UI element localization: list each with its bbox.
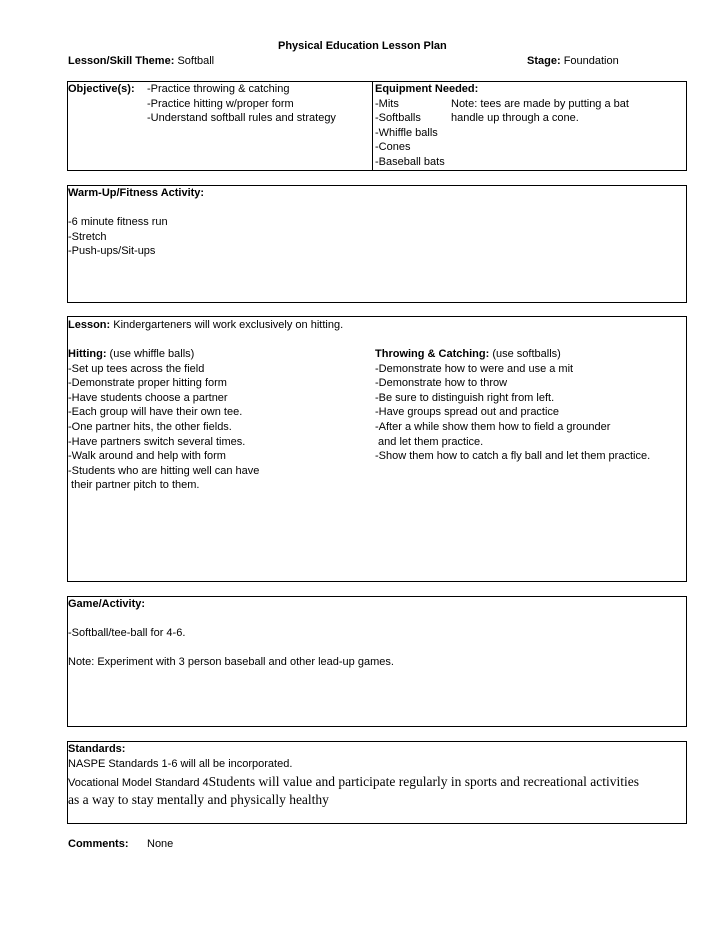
standards-label: Standards: [68,743,126,755]
lesson-intro-row [68,318,343,333]
hitting-item: their partner pitch to them. [68,479,200,492]
objective-item: -Practice throwing & catching [147,83,290,95]
equipment-label: Equipment Needed: [375,83,479,95]
throwing-item: -Demonstrate how to throw [375,377,508,390]
standards-text: Students will value and participate regularly in sports and recreational activities [208,774,640,789]
warmup-item: -6 minute fitness run [68,216,168,228]
stage-row [527,55,619,67]
objective-item: -Practice hitting w/proper form [147,97,294,110]
equipment-item: -Baseball bats [375,156,445,168]
game-note: Note: Experiment with 3 person baseball and other lead-up games. [68,656,394,668]
throwing-item: -Show them how to catch a fly ball and let them practice. [375,450,651,463]
lesson-intro: Kindergarteners will work exclusively on hitting. [113,319,344,331]
warmup-item: -Push-ups/Sit-ups [68,245,156,258]
throwing-heading [375,347,561,362]
game-item: -Softball/tee-ball for 4-6. [68,627,186,639]
throwing-item: -Be sure to distinguish right from left. [375,391,555,404]
equipment-note: Note: tees are made by putting a bat [451,97,629,110]
standards-vocational [68,773,639,792]
hitting-item: -Set up tees across the field [68,362,205,375]
throwing-item: and let them practice. [375,435,484,448]
hitting-item: -Demonstrate proper hitting form [68,377,227,390]
equipment-item: -Softballs [375,112,421,125]
warmup-item: -Stretch [68,230,107,243]
lesson-label: Lesson: [68,319,111,331]
comments-value: None [147,838,174,850]
hitting-item: -Have partners switch several times. [68,435,246,448]
objectives-label: Objective(s): [68,83,135,95]
hitting-label: Hitting: [68,348,107,360]
warmup-label: Warm-Up/Fitness Activity: [68,187,205,199]
throwing-label: Throwing & Catching: [375,348,490,360]
hitting-note: (use whiffle balls) [109,348,195,360]
game-label: Game/Activity: [68,598,146,610]
warmup-box [67,185,687,303]
objective-item: -Understand softball rules and strategy [147,112,336,125]
equipment-item: -Cones [375,141,411,154]
throwing-item: -Demonstrate how to were and use a mit [375,362,574,375]
throwing-item: -After a while show them how to field a grounder [375,421,611,433]
equipment-note: handle up through a cone. [451,112,579,125]
throwing-note: (use softballs) [492,348,561,360]
hitting-item: -Have students choose a partner [68,391,228,404]
standards-text-cont: as a way to stay mentally and physically healthy [68,792,329,807]
column-divider [372,82,373,170]
stray-rule [67,494,68,510]
hitting-item: -One partner hits, the other fields. [68,421,232,433]
theme-value: Softball [177,55,215,67]
stage-label: Stage: [527,55,561,67]
equipment-item: -Mits [375,97,399,110]
equipment-item: -Whiffle balls [375,126,438,139]
hitting-item: -Walk around and help with form [68,450,226,463]
hitting-item: -Each group will have their own tee. [68,406,243,419]
throwing-item: -Have groups spread out and practice [375,406,560,419]
theme-row [68,55,214,67]
theme-label: Lesson/Skill Theme: [68,55,175,67]
comments-label: Comments: [68,838,129,850]
standards-line: NASPE Standards 1-6 will all be incorporated. [68,757,293,770]
standards-prefix: Vocational Model Standard 4 [68,777,209,789]
stage-value: Foundation [563,55,619,67]
hitting-heading [68,347,194,362]
hitting-item: -Students who are hitting well can have [68,464,260,477]
page-title: Physical Education Lesson Plan [278,40,447,52]
